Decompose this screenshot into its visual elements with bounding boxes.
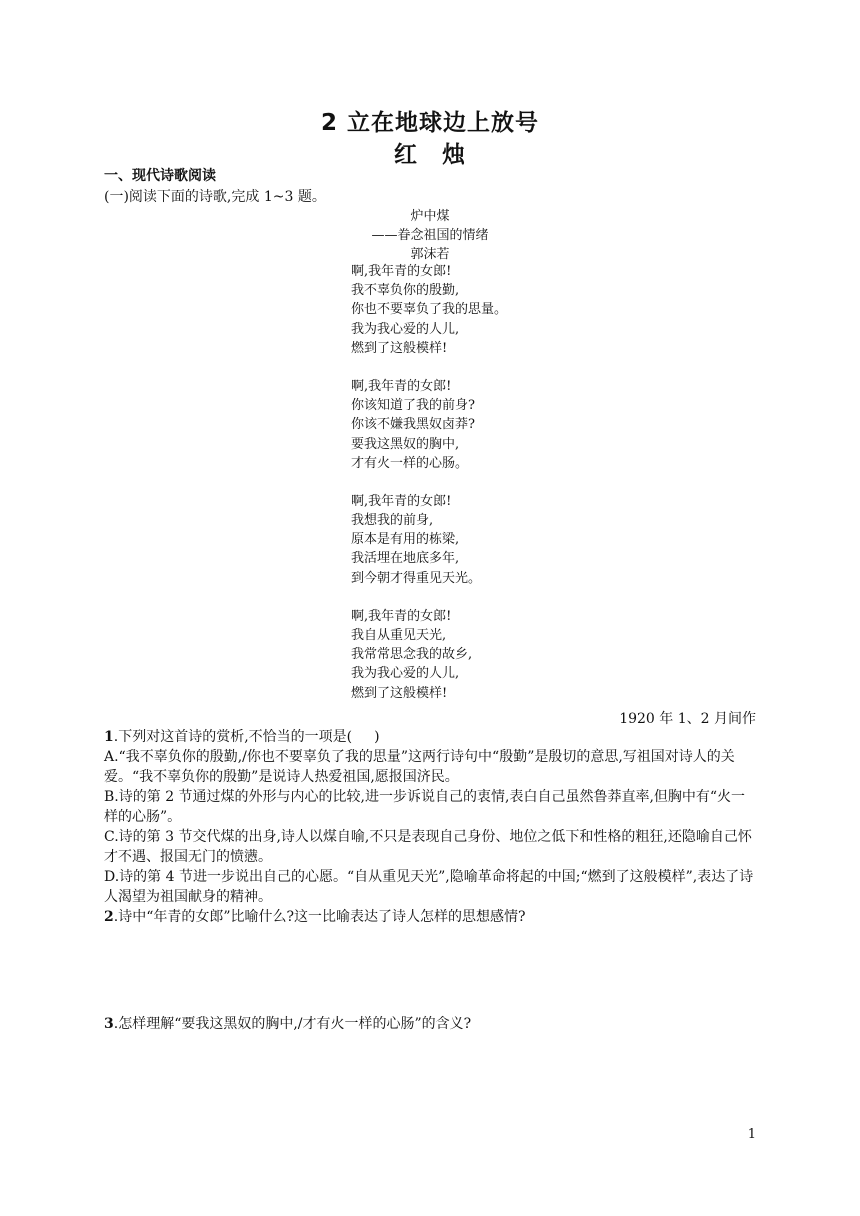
poem-body [351, 262, 507, 703]
poem-line: 我为我心爱的人儿, [351, 666, 460, 682]
poem-line: 我不辜负你的殷勤, [351, 283, 460, 299]
poem-stanza [351, 492, 507, 588]
poem-line: 你该不嫌我黑奴卤莽? [351, 417, 475, 433]
question-1-option-b: B.诗的第 2 节通过煤的外形与内心的比较,进一步诉说自己的衷情,表白自己虽然鲁莽直率,但胸中有“火一样的心肠”。 [104, 789, 746, 825]
section-heading: 一、现代诗歌阅读 [104, 168, 216, 184]
question-2 [104, 907, 756, 927]
poem-line: 啊,我年青的女郎! [351, 378, 452, 394]
poem-line: 燃到了这般模样! [351, 685, 448, 701]
question-3 [104, 1013, 756, 1033]
poem-line: 才有火一样的心肠。 [351, 455, 469, 471]
poem-line: 你也不要辜负了我的思量。 [351, 302, 508, 318]
question-stem-end: ) [374, 729, 380, 745]
question-list [104, 727, 756, 927]
poem-stanza [351, 607, 507, 703]
question-1-option-c: C.诗的第 3 节交代煤的出身,诗人以煤自喻,不只是表现自己身份、地位之低下和性格的粗狂,还隐喻自己怀才不遇、报国无门的愤懑。 [104, 829, 752, 865]
question-text: .诗中“年青的女郎”比喻什么?这一比喻表达了诗人怎样的思想感情? [113, 909, 526, 925]
poem-stanza [351, 262, 507, 358]
poem-line: 我常常思念我的故乡, [351, 647, 473, 663]
poem-line: 我自从重见天光, [351, 628, 447, 643]
poem-line: 我活埋在地底多年, [351, 551, 460, 567]
question-number: 1 [104, 729, 114, 745]
poem-line: 我为我心爱的人儿, [351, 321, 460, 337]
page-number: 1 [747, 1127, 756, 1142]
question-text: .怎样理解“要我这黑奴的胸中,/才有火一样的心肠”的含义? [113, 1016, 472, 1032]
poem-line: 燃到了这般模样! [351, 340, 448, 356]
poem-author: 郭沫若 [410, 247, 450, 262]
poem-line: 原本是有用的栋梁, [351, 532, 460, 548]
poem-date: 1920 年 1、2 月间作 [619, 711, 756, 727]
question-number: 2 [104, 909, 114, 925]
poem-line: 要我这黑奴的胸中, [351, 436, 460, 452]
poem-line: 啊,我年青的女郎! [351, 264, 452, 279]
question-1-option-a: A.“我不辜负你的殷勤,/你也不要辜负了我的思量”这两行诗句中“殷勤”是殷切的意思,写祖国对诗人的关爱。“我不辜负你的殷勤”是说诗人热爱祖国,愿报国济民。 [104, 749, 735, 785]
poem-subtitle: ——眷念祖国的情绪 [371, 228, 489, 243]
poem-stanza [351, 377, 507, 473]
question-1-stem [104, 727, 756, 747]
section-instruction: (一)阅读下面的诗歌,完成 1~3 题。 [104, 189, 326, 205]
poem-line: 我想我的前身, [351, 513, 434, 529]
question-number: 3 [104, 1016, 114, 1032]
poem-title: 炉中煤 [410, 209, 450, 224]
poem-line: 你该知道了我的前身? [351, 398, 475, 414]
poem-line: 啊,我年青的女郎! [351, 493, 452, 509]
poem-line: 啊,我年青的女郎! [351, 608, 452, 624]
question-text: .下列对这首诗的赏析,不恰当的一项是( [113, 729, 353, 745]
poem-line: 到今朝才得重见天光。 [351, 570, 482, 586]
question-1-option-d: D.诗的第 4 节进一步说出自己的心愿。“自从重见天光”,隐喻革命将起的中国;“燃到了这般模样”,表达了诗人渴望为祖国献身的精神。 [104, 869, 754, 905]
page-subtitle: 红 烛 [394, 142, 466, 168]
page-title: 2 立在地球边上放号 [320, 110, 539, 136]
